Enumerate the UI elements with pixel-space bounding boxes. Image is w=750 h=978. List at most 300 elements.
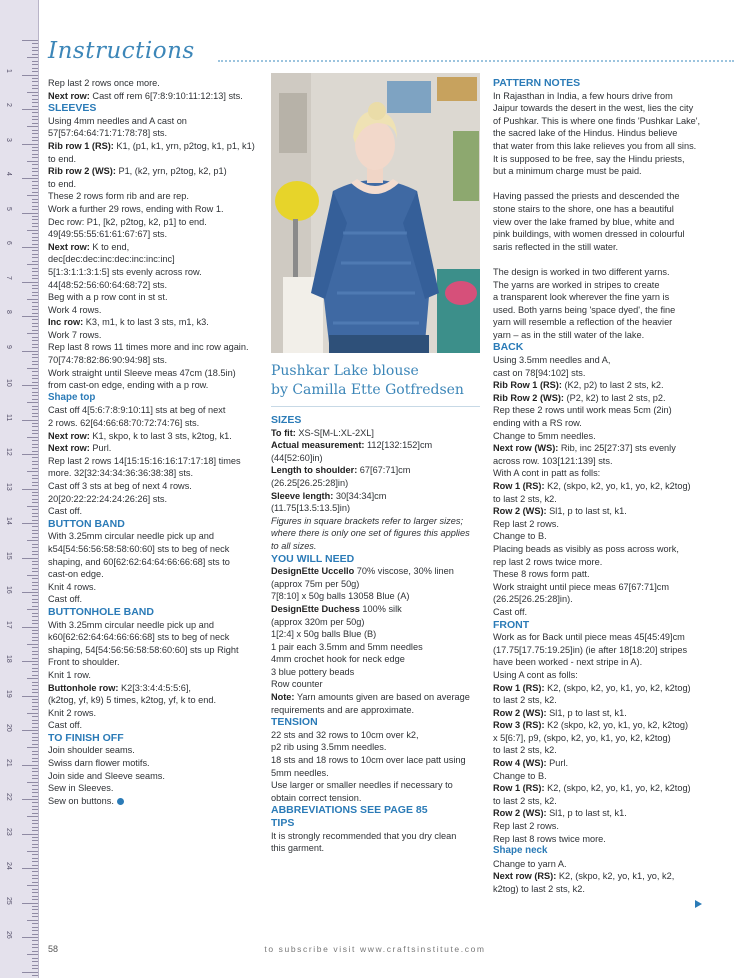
text-line	[493, 304, 713, 317]
ruler-tick	[32, 347, 38, 348]
ruler-tick	[32, 85, 38, 86]
line-text: this garment.	[271, 843, 325, 854]
line-text: Rep last 2 rows once more.	[48, 78, 160, 88]
paragraph-gap	[493, 178, 713, 191]
ruler-tick	[32, 551, 38, 552]
ruler-tick	[32, 399, 38, 400]
instruction-label: Length to shoulder:	[271, 465, 358, 476]
ruler-tick	[32, 589, 38, 590]
ruler-tick	[32, 658, 38, 659]
ruler-tick	[32, 112, 38, 113]
ruler-tick	[22, 903, 38, 904]
ruler-tick	[32, 761, 38, 762]
line-text: Work 7 rows.	[48, 329, 102, 340]
line-text: Rep last 8 rows 11 times more and inc row again.	[48, 342, 249, 353]
text-line	[48, 682, 263, 695]
line-text: rep last 2 rows twice more.	[493, 556, 603, 567]
ruler-number: 5	[5, 206, 12, 211]
text-line	[493, 228, 713, 241]
ruler-tick	[32, 440, 38, 441]
ruler-number: 6	[5, 241, 12, 245]
ruler-tick	[32, 595, 38, 596]
line-text: requirements and are approximate.	[271, 704, 414, 715]
ruler-tick	[32, 554, 38, 555]
ruler-tick	[32, 961, 38, 962]
ruler-number: 2	[5, 103, 12, 107]
ruler-tick	[32, 571, 38, 572]
ruler-tick	[32, 244, 38, 245]
line-text: K2, (skpo, k2, yo, k1, yo, k2, k2tog)	[544, 783, 691, 794]
ruler-tick	[27, 678, 38, 679]
text-line	[493, 266, 713, 279]
text-line	[493, 707, 713, 720]
ruler-tick	[32, 809, 38, 810]
line-text: ending with a RS row.	[493, 418, 582, 429]
line-text: Having passed the priests and descended the	[493, 191, 680, 202]
line-text: Using 4mm needles and A cast on	[48, 115, 187, 126]
line-text: 18 sts and 18 rows to 10cm over lace patt using	[271, 755, 466, 766]
note-line	[271, 527, 486, 540]
ruler-tick	[32, 478, 38, 479]
line-text: K2, (skpo, k2, yo, k1, yo, k2, k2tog)	[544, 682, 691, 693]
line-text: Figures in square brackets refer to larger sizes;	[271, 515, 463, 526]
text-line	[48, 581, 263, 594]
line-text: These 8 rows form patt.	[493, 569, 590, 580]
ruler-tick	[32, 723, 38, 724]
ruler-tick	[32, 413, 38, 414]
line-text: shaping, and 60[62:62:64:64:66:66:68] sts to	[48, 556, 230, 567]
ruler-tick	[32, 147, 38, 148]
ruler-tick	[32, 106, 38, 107]
line-text: (44[52:60]in)	[271, 452, 323, 463]
ruler-tick	[32, 461, 38, 462]
text-line	[493, 581, 713, 594]
text-line	[493, 379, 713, 392]
line-text: Join shoulder seams.	[48, 745, 135, 756]
ruler-tick	[32, 295, 38, 296]
ruler-tick	[32, 858, 38, 859]
ruler-tick	[32, 375, 38, 376]
ruler-tick	[32, 758, 38, 759]
line-text: saris reflected in the still water.	[493, 241, 619, 252]
section-heading: SIZES	[271, 414, 302, 426]
instruction-label: Next row:	[48, 241, 90, 252]
line-text: Rep last 8 rows twice more.	[493, 833, 606, 844]
text-line	[48, 669, 263, 682]
line-text: Cast off.	[493, 606, 528, 617]
instruction-label: Row 2 (WS):	[493, 506, 547, 517]
ruler-tick	[32, 451, 38, 452]
line-text: Sew on buttons.	[48, 795, 114, 806]
line-text: 30[34:34]cm	[333, 490, 387, 501]
ruler-tick	[32, 288, 38, 289]
ruler-tick	[32, 706, 38, 707]
text-line	[48, 354, 263, 367]
ruler-tick	[32, 237, 38, 238]
ruler-tick	[32, 61, 38, 62]
ruler-number: 4	[5, 172, 12, 176]
ruler-tick	[32, 168, 38, 169]
text-line	[48, 543, 263, 556]
text-line	[493, 392, 713, 405]
ruler-tick	[32, 81, 38, 82]
text-line	[48, 404, 263, 417]
ruler-tick	[27, 57, 38, 58]
ruler-tick	[32, 727, 38, 728]
line-text: 5mm needles.	[271, 767, 329, 778]
text-line	[493, 493, 713, 506]
line-text: Use larger or smaller needles if necessary to	[271, 780, 453, 791]
line-text: k60[62:62:64:64:66:66:68] sts to beg of neck	[48, 632, 230, 643]
line-text: K1, skpo, k to last 3 sts, k2tog, k1.	[89, 430, 232, 441]
line-text: Change to 5mm needles.	[493, 430, 596, 441]
text-line	[271, 741, 486, 754]
ruler-tick	[32, 364, 38, 365]
line-text: XS-S[M-L:XL-2XL]	[295, 427, 374, 438]
ruler-tick	[32, 702, 38, 703]
ruler-number: 3	[5, 137, 12, 142]
line-text: (approx 320m per 50g)	[271, 616, 365, 627]
line-text: 3 blue pottery beads	[271, 666, 355, 677]
line-text: Rep last 2 rows 14[15:15:16:16:17:17:18] times	[48, 455, 241, 466]
line-text: Beg with a p row cont in st st.	[48, 292, 168, 303]
ruler-tick	[32, 254, 38, 255]
line-text: (k2tog, yf, k9) 5 times, k2tog, yf, k to end.	[48, 695, 216, 706]
ruler-tick	[32, 409, 38, 410]
line-text: It is supposed to be free, say the Hindu priests,	[493, 153, 685, 164]
ruler-tick	[32, 892, 38, 893]
ruler-tick	[32, 226, 38, 227]
instruction-label: Rib row 2 (WS):	[48, 166, 116, 177]
text-line	[48, 744, 263, 757]
ruler-tick	[32, 958, 38, 959]
text-line	[493, 102, 713, 115]
line-text: The design is worked in two different yarns.	[493, 266, 670, 277]
ruler-tick	[32, 664, 38, 665]
text-line	[48, 127, 263, 140]
text-line	[493, 530, 713, 543]
ruler-tick	[32, 268, 38, 269]
text-line	[493, 140, 713, 153]
line-text: to all sizes.	[271, 540, 317, 551]
ruler-tick	[32, 771, 38, 772]
line-text: (11.75[13.5:13.5]in)	[271, 503, 350, 514]
line-text: Join side and Sleeve seams.	[48, 770, 165, 781]
ruler-tick	[32, 871, 38, 872]
ruler-tick	[32, 675, 38, 676]
line-text: 100% silk	[359, 603, 402, 614]
ruler-tick	[27, 747, 38, 748]
text-line	[493, 593, 713, 606]
text-line	[493, 757, 713, 770]
ruler-tick	[32, 578, 38, 579]
line-text: In Rajasthan in India, a few hours drive from	[493, 90, 673, 101]
ruler-tick	[27, 954, 38, 955]
text-line	[493, 719, 713, 732]
text-line	[493, 153, 713, 166]
text-line	[48, 442, 263, 455]
ruler-tick	[32, 633, 38, 634]
text-line	[48, 316, 263, 329]
line-text: 5[1:3:1:1:3:1:5] sts evenly across row.	[48, 266, 202, 277]
ruler-tick	[32, 102, 38, 103]
ruler-tick	[32, 792, 38, 793]
ruler-number: 10	[5, 379, 12, 387]
text-line	[493, 417, 713, 430]
ruler-tick	[32, 623, 38, 624]
line-text: Change to B.	[493, 531, 547, 542]
ruler-tick	[32, 395, 38, 396]
ruler-tick	[22, 661, 38, 662]
line-text: (K2, p2) to last 2 sts, k2.	[561, 380, 664, 391]
instruction-label: Buttonhole row:	[48, 682, 119, 693]
text-line	[493, 807, 713, 820]
line-text: Front to shoulder.	[48, 657, 120, 668]
line-text: have been worked - next stripe in A).	[493, 657, 643, 668]
ruler-tick	[32, 682, 38, 683]
ruler-tick	[32, 337, 38, 338]
text-line	[48, 656, 263, 669]
ruler-tick	[32, 119, 38, 120]
line-text: 4mm crochet hook for neck edge	[271, 654, 405, 665]
ruler-tick	[22, 834, 38, 835]
line-text: Jaipur towards the desert in the west, lies the city	[493, 103, 694, 114]
ruler-tick	[32, 923, 38, 924]
line-text: across row. 103[121:139] sts.	[493, 455, 613, 466]
ruler-tick	[32, 889, 38, 890]
ruler-number: 25	[5, 896, 12, 905]
ruler-tick	[32, 492, 38, 493]
ruler-tick	[32, 257, 38, 258]
text-line	[48, 619, 263, 632]
instruction-label: Next row:	[48, 443, 90, 454]
line-text: Row counter	[271, 679, 323, 690]
ruler-tick	[22, 316, 38, 317]
ruler-tick	[22, 454, 38, 455]
line-text: to end.	[48, 153, 77, 164]
line-text: 57[57:64:64:71:71:78:78] sts.	[48, 128, 168, 139]
end-mark-icon	[117, 798, 124, 805]
ruler-tick	[32, 564, 38, 565]
instruction-label: Sleeve length:	[271, 490, 334, 501]
line-text: Sl1, p to last st, k1.	[546, 808, 627, 819]
line-text: Rep these 2 rows until work meas 5cm (2in)	[493, 405, 672, 416]
footer-subscribe-text: to subscribe visit www.craftsinstitute.com	[264, 944, 486, 954]
ruler-tick	[32, 606, 38, 607]
ruler-tick	[22, 489, 38, 490]
text-line	[48, 694, 263, 707]
ruler-tick	[32, 292, 38, 293]
ruler-tick	[32, 913, 38, 914]
line-text: With A cont in patt as folls:	[493, 468, 601, 479]
instruction-label: To fit:	[271, 427, 296, 438]
ruler-tick	[32, 430, 38, 431]
text-line	[493, 606, 713, 619]
text-line	[271, 792, 486, 805]
instruction-label: Actual measurement:	[271, 440, 365, 451]
line-text: Cast off.	[48, 594, 83, 605]
subsection-heading: Shape top	[48, 391, 96, 403]
ruler-number: 15	[5, 551, 12, 560]
line-text: Swiss darn flower motifs.	[48, 758, 150, 769]
page-header	[48, 38, 738, 68]
ruler-tick	[27, 471, 38, 472]
text-line	[493, 367, 713, 380]
line-text: that water from this lake relieves you from all sins.	[493, 140, 697, 151]
instruction-label: Rib Row 2 (WS):	[493, 392, 564, 403]
line-text: Using A cont as folls:	[493, 669, 578, 680]
line-text: These 2 rows form rib and are rep.	[48, 191, 189, 202]
ruler-tick	[32, 751, 38, 752]
text-line	[493, 279, 713, 292]
ruler-tick	[32, 561, 38, 562]
line-text: to end.	[48, 178, 77, 189]
ruler-tick	[32, 709, 38, 710]
ruler-tick	[27, 161, 38, 162]
line-text: Cast off 4[5:6:7:8:9:10:11] sts at beg of next	[48, 405, 226, 416]
ruler-tick	[32, 202, 38, 203]
page-title: Instructions	[48, 38, 195, 64]
ruler-tick	[32, 188, 38, 189]
ruler-tick	[32, 940, 38, 941]
line-text: Rep last 2 rows.	[493, 821, 559, 832]
text-line	[493, 455, 713, 468]
line-text: cast on 78[94:102] sts.	[493, 367, 586, 378]
ruler-tick	[32, 340, 38, 341]
ruler-tick	[32, 192, 38, 193]
line-text: Purl.	[89, 443, 112, 454]
line-text: K2[3:3:4:4:5:5:6],	[118, 682, 191, 693]
line-text: Work 4 rows.	[48, 304, 102, 315]
ruler-tick	[32, 530, 38, 531]
line-text: to last 2 sts, k2.	[493, 493, 557, 504]
ruler-tick	[32, 354, 38, 355]
ruler-number: 8	[5, 310, 12, 314]
ruler-tick	[32, 733, 38, 734]
line-text: 67[67:71]cm	[357, 465, 411, 476]
line-text: 20[20:22:22:24:24:26:26] sts.	[48, 493, 168, 504]
ruler-tick	[27, 333, 38, 334]
ruler-tick	[32, 689, 38, 690]
ruler-tick	[32, 513, 38, 514]
ruler-tick	[32, 133, 38, 134]
line-text: k2tog) to last 2 sts, k2.	[493, 884, 585, 894]
ruler-number: 11	[5, 413, 12, 421]
ruler-tick	[32, 823, 38, 824]
instruction-label: Next row:	[48, 90, 90, 101]
line-text: the sacred lake of the Hindus. Hindus believe	[493, 128, 678, 139]
text-line	[48, 77, 263, 90]
section-heading: PATTERN NOTES	[493, 77, 581, 89]
ruler-tick	[32, 433, 38, 434]
ruler-tick	[32, 840, 38, 841]
text-line	[493, 241, 713, 254]
text-line	[493, 883, 713, 896]
text-line	[493, 127, 713, 140]
line-text: Work a further 29 rows, ending with Row 1.	[48, 203, 224, 214]
line-text: p2 rib using 3.5mm needles.	[271, 742, 387, 753]
ruler-tick	[32, 475, 38, 476]
note-line	[271, 540, 486, 553]
ruler-tick	[32, 216, 38, 217]
instruction-label: Rib Row 1 (RS):	[493, 380, 562, 391]
ruler-tick	[32, 47, 38, 48]
text-line	[271, 616, 486, 629]
ruler-tick	[22, 109, 38, 110]
column-right	[493, 77, 713, 896]
text-line	[493, 354, 713, 367]
ruler-tick	[32, 323, 38, 324]
ruler-number: 24	[5, 862, 12, 870]
section-heading: BACK	[493, 341, 524, 354]
ruler-tick	[32, 685, 38, 686]
ruler-tick	[32, 206, 38, 207]
ruler-tick	[32, 495, 38, 496]
text-line	[493, 656, 713, 669]
ruler-tick	[32, 754, 38, 755]
ruler-tick	[32, 899, 38, 900]
text-line	[493, 404, 713, 417]
text-line	[48, 707, 263, 720]
text-line	[48, 430, 263, 443]
line-text: 1 pair each 3.5mm and 5mm needles	[271, 641, 423, 652]
ruler-tick	[32, 620, 38, 621]
ruler-tick	[32, 602, 38, 603]
ruler-tick	[32, 640, 38, 641]
ruler-number: 20	[5, 724, 12, 732]
text-line	[48, 556, 263, 569]
line-text: Cast off.	[48, 506, 83, 517]
text-line	[271, 590, 486, 603]
ruler-number: 9	[5, 344, 12, 349]
ruler-tick	[32, 275, 38, 276]
line-text: 112[132:152]cm	[364, 440, 433, 451]
ruler-tick	[32, 219, 38, 220]
ruler-tick	[22, 385, 38, 386]
ruler-tick	[32, 261, 38, 262]
ruler-tick	[22, 799, 38, 800]
section-heading: ABBREVIATIONS SEE PAGE 85	[271, 804, 428, 817]
ruler-tick	[22, 558, 38, 559]
section-heading: TENSION	[271, 716, 318, 729]
ruler-tick	[32, 778, 38, 779]
ruler-tick	[32, 54, 38, 55]
text-line	[48, 719, 263, 732]
line-text: K2 (skpo, k2, yo, k1, yo, k2, k2tog)	[544, 720, 689, 731]
text-line	[493, 631, 713, 644]
ruler-tick	[32, 130, 38, 131]
ruler-tick	[32, 630, 38, 631]
ruler-tick	[27, 920, 38, 921]
text-line	[493, 480, 713, 493]
ruler-tick	[32, 68, 38, 69]
line-text: K3, m1, k to last 3 sts, m1, k3.	[83, 317, 209, 328]
text-line	[48, 203, 263, 216]
line-text: With 3.25mm circular needle pick up and	[48, 619, 214, 630]
line-text: 1[2:4] x 50g balls Blue (B)	[271, 629, 377, 640]
ruler-tick	[27, 644, 38, 645]
line-text: Knit 4 rows.	[48, 581, 96, 592]
text-line	[493, 870, 713, 883]
line-text: Work straight until piece meas 67[67:71]cm	[493, 581, 670, 592]
text-line	[493, 165, 713, 178]
ruler-tick	[32, 502, 38, 503]
ruler-tick	[32, 181, 38, 182]
ruler-tick	[32, 796, 38, 797]
ruler-tick	[32, 140, 38, 141]
ruler-tick	[27, 506, 38, 507]
text-line	[48, 417, 263, 430]
